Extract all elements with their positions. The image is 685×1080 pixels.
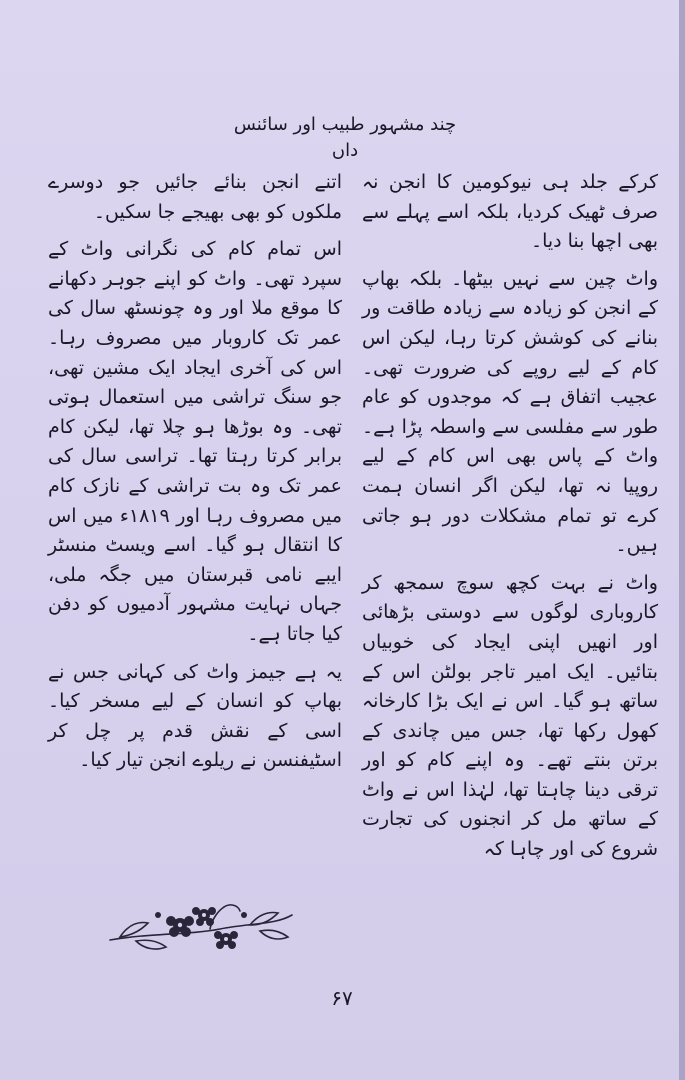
paragraph: کرکے جلد ہی نیوکومین کا انجن نہ صرف ٹھیک کردیا، بلکہ اسے پہلے سے بھی اچھا بنا دیا۔ (362, 171, 658, 253)
paragraph: واٹ چین سے نہیں بیٹھا۔ بلکہ بھاپ کے انجن کو زیادہ سے زیادہ طاقت ور بنانے کی کوشش کرتا رہا، لیکن اس کام کے لیے روپے کی ضرورت تھی۔ عجیب اتفاق ہے کہ موجدوں کو عام طور سے مفلسی سے واسطہ پڑا ہے۔ واٹ کے پاس بھی اس کام کے لیے روپیا نہ تھا، لیکن اگر انسان ہمت کرے تو تمام مشکلات دور ہو جاتی ہیں۔ (362, 267, 658, 557)
left-text-column (48, 168, 342, 772)
paragraph: یہ ہے جیمز واٹ کی کہانی جس نے بھاپ کو انسان کے لیے مسخر کیا۔ اسی کے نقش قدم پر چل کر اسٹیفنسن نے ریلوے انجن تیار کیا۔ (48, 660, 342, 772)
floral-ornament-icon (100, 885, 300, 965)
paragraph: واٹ نے بہت کچھ سوچ سمجھ کر کاروباری لوگوں سے دوستی بڑھائی اور انھیں اپنی ایجاد کی خوبیاں بتائیں۔ ایک امیر تاجر بولٹن اس کے ساتھ ہو گیا۔ اس نے ایک بڑا کارخانہ کھول رکھا تھا، جس میں چاندی کے برتن بنتے تھے۔ وہ اپنے کام کو اور ترقی دینا چاہتا تھا، لہٰذا اس نے واٹ کے ساتھ مل کر انجنوں کی تجارت شروع کی اور چاہا کہ (362, 571, 658, 861)
right-text-column (362, 168, 658, 968)
page-spine-edge (679, 0, 685, 1080)
paragraph: اس تمام کام کی نگرانی واٹ کے سپرد تھی۔ واٹ کو اپنے جوہر دکھانے کا موقع ملا اور وہ چونسٹھ سال کی عمر تک کاروبار میں مصروف رہا۔ اس کی آخری ایجاد ایک مشین تھی، جو سنگ تراشی میں استعمال ہوتی تھی۔ وہ بوڑھا ہو چلا تھا، لیکن کام برابر کرتا رہتا تھا۔ تراسی سال کی عمر تک وہ بت تراشی کے نازک کام میں مصروف رہا اور ۱۸۱۹ء میں اس کا انتقال ہو گیا۔ اسے ویسٹ منسٹر ایبے نامی قبرستان میں جگہ ملی، جہاں نہایت مشہور آدمیوں کو دفن کیا جاتا ہے۔ (48, 238, 342, 645)
paragraph: اتنے انجن بنائے جائیں جو دوسرے ملکوں کو بھی بھیجے جا سکیں۔ (48, 171, 342, 223)
page-number: ۶۷ (331, 986, 353, 1010)
running-header: چند مشہور طبیب اور سائنس داں (233, 114, 457, 161)
